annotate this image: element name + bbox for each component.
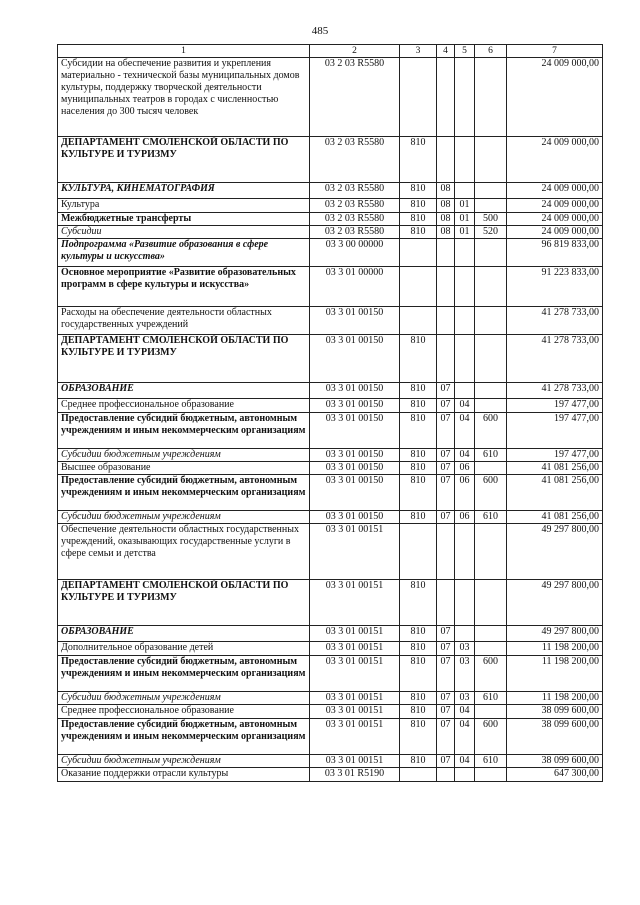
row-name-cell: Дополнительное образование детей <box>58 642 310 656</box>
row-name-cell: Подпрограмма «Развитие образования в сфере культуры и искусства» <box>58 239 310 267</box>
subsection-cell <box>455 524 475 580</box>
section-cell: 07 <box>437 755 455 768</box>
target-code-cell: 03 3 01 00150 <box>310 462 400 475</box>
expense-type-cell <box>475 335 507 383</box>
subsection-cell: 04 <box>455 399 475 413</box>
subsection-cell: 03 <box>455 642 475 656</box>
target-code-cell: 03 3 00 00000 <box>310 239 400 267</box>
table-row <box>58 199 603 213</box>
target-code-cell: 03 2 03 R5580 <box>310 226 400 239</box>
table-row <box>58 383 603 399</box>
section-cell <box>437 768 455 782</box>
target-code-cell: 03 3 01 00150 <box>310 413 400 449</box>
section-cell: 08 <box>437 226 455 239</box>
ministry-code-cell: 810 <box>400 656 437 692</box>
subsection-cell <box>455 267 475 307</box>
table-row <box>58 642 603 656</box>
amount-cell: 24 009 000,00 <box>507 213 603 226</box>
subsection-cell: 01 <box>455 226 475 239</box>
expense-type-cell <box>475 580 507 626</box>
section-cell: 07 <box>437 626 455 642</box>
section-cell: 07 <box>437 511 455 524</box>
table-row <box>58 475 603 511</box>
subsection-cell: 03 <box>455 656 475 692</box>
section-cell: 07 <box>437 642 455 656</box>
row-name-cell: ДЕПАРТАМЕНТ СМОЛЕНСКОЙ ОБЛАСТИ ПО КУЛЬТУРЕ И ТУРИЗМУ <box>58 580 310 626</box>
expense-type-cell: 610 <box>475 511 507 524</box>
section-cell <box>437 307 455 335</box>
row-name-cell: Субсидии бюджетным учреждениям <box>58 511 310 524</box>
subsection-cell <box>455 137 475 183</box>
row-name-cell: Высшее образование <box>58 462 310 475</box>
target-code-cell: 03 3 01 00150 <box>310 475 400 511</box>
section-cell: 07 <box>437 719 455 755</box>
table-row <box>58 239 603 267</box>
section-cell <box>437 335 455 383</box>
section-cell <box>437 580 455 626</box>
row-name-cell: Предоставление субсидий бюджетным, автономным учреждениям и иным некоммерческим организациям <box>58 656 310 692</box>
expense-type-cell <box>475 199 507 213</box>
column-header: 4 <box>437 45 455 58</box>
target-code-cell: 03 2 03 R5580 <box>310 183 400 199</box>
amount-cell: 11 198 200,00 <box>507 692 603 705</box>
section-cell: 07 <box>437 399 455 413</box>
subsection-cell: 06 <box>455 475 475 511</box>
expense-type-cell <box>475 626 507 642</box>
table-row <box>58 58 603 137</box>
amount-cell: 41 278 733,00 <box>507 307 603 335</box>
target-code-cell: 03 3 01 00151 <box>310 719 400 755</box>
ministry-code-cell: 810 <box>400 213 437 226</box>
table-row <box>58 580 603 626</box>
table-row <box>58 399 603 413</box>
ministry-code-cell <box>400 307 437 335</box>
table-row <box>58 307 603 335</box>
expense-type-cell <box>475 524 507 580</box>
row-name-cell: Предоставление субсидий бюджетным, автономным учреждениям и иным некоммерческим организациям <box>58 475 310 511</box>
table-row <box>58 768 603 782</box>
subsection-cell: 01 <box>455 213 475 226</box>
expense-type-cell <box>475 462 507 475</box>
target-code-cell: 03 3 01 00000 <box>310 267 400 307</box>
expense-type-cell <box>475 642 507 656</box>
row-name-cell: ДЕПАРТАМЕНТ СМОЛЕНСКОЙ ОБЛАСТИ ПО КУЛЬТУРЕ И ТУРИЗМУ <box>58 335 310 383</box>
table-body <box>58 58 603 782</box>
row-name-cell: Оказание поддержки отрасли культуры <box>58 768 310 782</box>
ministry-code-cell: 810 <box>400 719 437 755</box>
ministry-code-cell: 810 <box>400 137 437 183</box>
target-code-cell: 03 3 01 00151 <box>310 705 400 719</box>
section-cell: 07 <box>437 656 455 692</box>
target-code-cell: 03 3 01 00150 <box>310 399 400 413</box>
expense-type-cell: 520 <box>475 226 507 239</box>
subsection-cell <box>455 768 475 782</box>
ministry-code-cell: 810 <box>400 183 437 199</box>
amount-cell: 11 198 200,00 <box>507 642 603 656</box>
section-cell: 07 <box>437 449 455 462</box>
ministry-code-cell <box>400 768 437 782</box>
expense-type-cell <box>475 705 507 719</box>
section-cell: 07 <box>437 413 455 449</box>
target-code-cell: 03 3 01 00150 <box>310 449 400 462</box>
amount-cell: 49 297 800,00 <box>507 580 603 626</box>
row-name-cell: Предоставление субсидий бюджетным, автономным учреждениям и иным некоммерческим организациям <box>58 413 310 449</box>
ministry-code-cell: 810 <box>400 335 437 383</box>
ministry-code-cell: 810 <box>400 642 437 656</box>
ministry-code-cell: 810 <box>400 399 437 413</box>
section-cell <box>437 524 455 580</box>
page-number: 485 <box>311 25 329 37</box>
subsection-cell: 04 <box>455 705 475 719</box>
subsection-cell: 01 <box>455 199 475 213</box>
expense-type-cell: 610 <box>475 692 507 705</box>
table-row <box>58 705 603 719</box>
row-name-cell: Межбюджетные трансферты <box>58 213 310 226</box>
section-cell: 07 <box>437 462 455 475</box>
row-name-cell: Субсидии бюджетным учреждениям <box>58 755 310 768</box>
amount-cell: 41 081 256,00 <box>507 511 603 524</box>
subsection-cell: 04 <box>455 449 475 462</box>
amount-cell: 197 477,00 <box>507 399 603 413</box>
subsection-cell <box>455 58 475 137</box>
expense-type-cell <box>475 137 507 183</box>
section-cell <box>437 58 455 137</box>
ministry-code-cell <box>400 267 437 307</box>
amount-cell: 38 099 600,00 <box>507 755 603 768</box>
column-header: 3 <box>400 45 437 58</box>
column-header: 1 <box>58 45 310 58</box>
ministry-code-cell: 810 <box>400 705 437 719</box>
amount-cell: 41 081 256,00 <box>507 462 603 475</box>
amount-cell: 41 278 733,00 <box>507 335 603 383</box>
amount-cell: 197 477,00 <box>507 449 603 462</box>
target-code-cell: 03 2 03 R5580 <box>310 137 400 183</box>
table-row <box>58 524 603 580</box>
ministry-code-cell <box>400 524 437 580</box>
table-row <box>58 413 603 449</box>
column-header: 6 <box>475 45 507 58</box>
budget-table <box>57 44 603 782</box>
table-row <box>58 656 603 692</box>
target-code-cell: 03 3 01 00150 <box>310 511 400 524</box>
row-name-cell: Среднее профессиональное образование <box>58 705 310 719</box>
subsection-cell: 06 <box>455 462 475 475</box>
subsection-cell <box>455 239 475 267</box>
row-name-cell: ОБРАЗОВАНИЕ <box>58 626 310 642</box>
ministry-code-cell: 810 <box>400 475 437 511</box>
ministry-code-cell: 810 <box>400 449 437 462</box>
subsection-cell: 04 <box>455 719 475 755</box>
row-name-cell: Предоставление субсидий бюджетным, автономным учреждениям и иным некоммерческим организациям <box>58 719 310 755</box>
amount-cell: 647 300,00 <box>507 768 603 782</box>
expense-type-cell <box>475 307 507 335</box>
subsection-cell: 06 <box>455 511 475 524</box>
row-name-cell: ДЕПАРТАМЕНТ СМОЛЕНСКОЙ ОБЛАСТИ ПО КУЛЬТУРЕ И ТУРИЗМУ <box>58 137 310 183</box>
target-code-cell: 03 3 01 00151 <box>310 755 400 768</box>
section-cell: 07 <box>437 692 455 705</box>
section-cell <box>437 137 455 183</box>
target-code-cell: 03 3 01 00150 <box>310 335 400 383</box>
subsection-cell <box>455 580 475 626</box>
table-row <box>58 692 603 705</box>
table-row <box>58 226 603 239</box>
amount-cell: 24 009 000,00 <box>507 226 603 239</box>
expense-type-cell <box>475 183 507 199</box>
expense-type-cell <box>475 399 507 413</box>
target-code-cell: 03 3 01 00151 <box>310 580 400 626</box>
target-code-cell: 03 2 03 R5580 <box>310 199 400 213</box>
subsection-cell: 04 <box>455 413 475 449</box>
section-cell: 07 <box>437 705 455 719</box>
subsection-cell <box>455 183 475 199</box>
column-header: 5 <box>455 45 475 58</box>
table-row <box>58 449 603 462</box>
ministry-code-cell: 810 <box>400 383 437 399</box>
row-name-cell: Субсидии бюджетным учреждениям <box>58 449 310 462</box>
amount-cell: 24 009 000,00 <box>507 58 603 137</box>
ministry-code-cell: 810 <box>400 226 437 239</box>
row-name-cell: Субсидии на обеспечение развития и укрепления материально - технической базы муниципальных домов культуры, поддержку творческой деятельности муниципальных театров в городах с численностью населения до 300 тысяч человек <box>58 58 310 137</box>
expense-type-cell <box>475 383 507 399</box>
target-code-cell: 03 3 01 00151 <box>310 642 400 656</box>
amount-cell: 41 081 256,00 <box>507 475 603 511</box>
ministry-code-cell <box>400 58 437 137</box>
ministry-code-cell: 810 <box>400 413 437 449</box>
subsection-cell <box>455 335 475 383</box>
row-name-cell: Основное мероприятие «Развитие образовательных программ в сфере культуры и искусства» <box>58 267 310 307</box>
expense-type-cell: 600 <box>475 719 507 755</box>
table-row <box>58 511 603 524</box>
subsection-cell <box>455 626 475 642</box>
section-cell: 07 <box>437 383 455 399</box>
subsection-cell <box>455 383 475 399</box>
table-row <box>58 719 603 755</box>
row-name-cell: Культура <box>58 199 310 213</box>
row-name-cell: ОБРАЗОВАНИЕ <box>58 383 310 399</box>
table-row <box>58 462 603 475</box>
row-name-cell: КУЛЬТУРА, КИНЕМАТОГРАФИЯ <box>58 183 310 199</box>
subsection-cell: 03 <box>455 692 475 705</box>
target-code-cell: 03 3 01 00151 <box>310 524 400 580</box>
expense-type-cell: 600 <box>475 656 507 692</box>
row-name-cell: Среднее профессиональное образование <box>58 399 310 413</box>
row-name-cell: Обеспечение деятельности областных государственных учреждений, оказывающих государственные услуги в сфере семьи и детства <box>58 524 310 580</box>
column-header: 7 <box>507 45 603 58</box>
section-cell: 08 <box>437 213 455 226</box>
table-row <box>58 137 603 183</box>
section-cell: 08 <box>437 183 455 199</box>
ministry-code-cell: 810 <box>400 462 437 475</box>
amount-cell: 38 099 600,00 <box>507 705 603 719</box>
amount-cell: 24 009 000,00 <box>507 199 603 213</box>
subsection-cell <box>455 307 475 335</box>
amount-cell: 96 819 833,00 <box>507 239 603 267</box>
expense-type-cell: 610 <box>475 755 507 768</box>
amount-cell: 197 477,00 <box>507 413 603 449</box>
amount-cell: 91 223 833,00 <box>507 267 603 307</box>
target-code-cell: 03 2 03 R5580 <box>310 213 400 226</box>
amount-cell: 38 099 600,00 <box>507 719 603 755</box>
row-name-cell: Субсидии бюджетным учреждениям <box>58 692 310 705</box>
row-name-cell: Расходы на обеспечение деятельности областных государственных учреждений <box>58 307 310 335</box>
column-header: 2 <box>310 45 400 58</box>
target-code-cell: 03 2 03 R5580 <box>310 58 400 137</box>
expense-type-cell <box>475 239 507 267</box>
table-row <box>58 183 603 199</box>
expense-type-cell: 600 <box>475 475 507 511</box>
column-number-row <box>58 45 603 58</box>
table-row <box>58 626 603 642</box>
ministry-code-cell: 810 <box>400 626 437 642</box>
subsection-cell: 04 <box>455 755 475 768</box>
amount-cell: 24 009 000,00 <box>507 183 603 199</box>
row-name-cell: Субсидии <box>58 226 310 239</box>
section-cell <box>437 267 455 307</box>
table-row <box>58 267 603 307</box>
amount-cell: 41 278 733,00 <box>507 383 603 399</box>
target-code-cell: 03 3 01 00151 <box>310 692 400 705</box>
amount-cell: 11 198 200,00 <box>507 656 603 692</box>
amount-cell: 49 297 800,00 <box>507 524 603 580</box>
ministry-code-cell: 810 <box>400 511 437 524</box>
table-row <box>58 213 603 226</box>
ministry-code-cell: 810 <box>400 199 437 213</box>
section-cell <box>437 239 455 267</box>
expense-type-cell <box>475 58 507 137</box>
ministry-code-cell: 810 <box>400 692 437 705</box>
expense-type-cell: 500 <box>475 213 507 226</box>
target-code-cell: 03 3 01 00151 <box>310 656 400 692</box>
amount-cell: 24 009 000,00 <box>507 137 603 183</box>
expense-type-cell: 610 <box>475 449 507 462</box>
target-code-cell: 03 3 01 R5190 <box>310 768 400 782</box>
target-code-cell: 03 3 01 00151 <box>310 626 400 642</box>
ministry-code-cell: 810 <box>400 580 437 626</box>
target-code-cell: 03 3 01 00150 <box>310 383 400 399</box>
table-row <box>58 755 603 768</box>
section-cell: 08 <box>437 199 455 213</box>
amount-cell: 49 297 800,00 <box>507 626 603 642</box>
ministry-code-cell <box>400 239 437 267</box>
expense-type-cell <box>475 768 507 782</box>
ministry-code-cell: 810 <box>400 755 437 768</box>
expense-type-cell <box>475 267 507 307</box>
target-code-cell: 03 3 01 00150 <box>310 307 400 335</box>
expense-type-cell: 600 <box>475 413 507 449</box>
section-cell: 07 <box>437 475 455 511</box>
table-row <box>58 335 603 383</box>
